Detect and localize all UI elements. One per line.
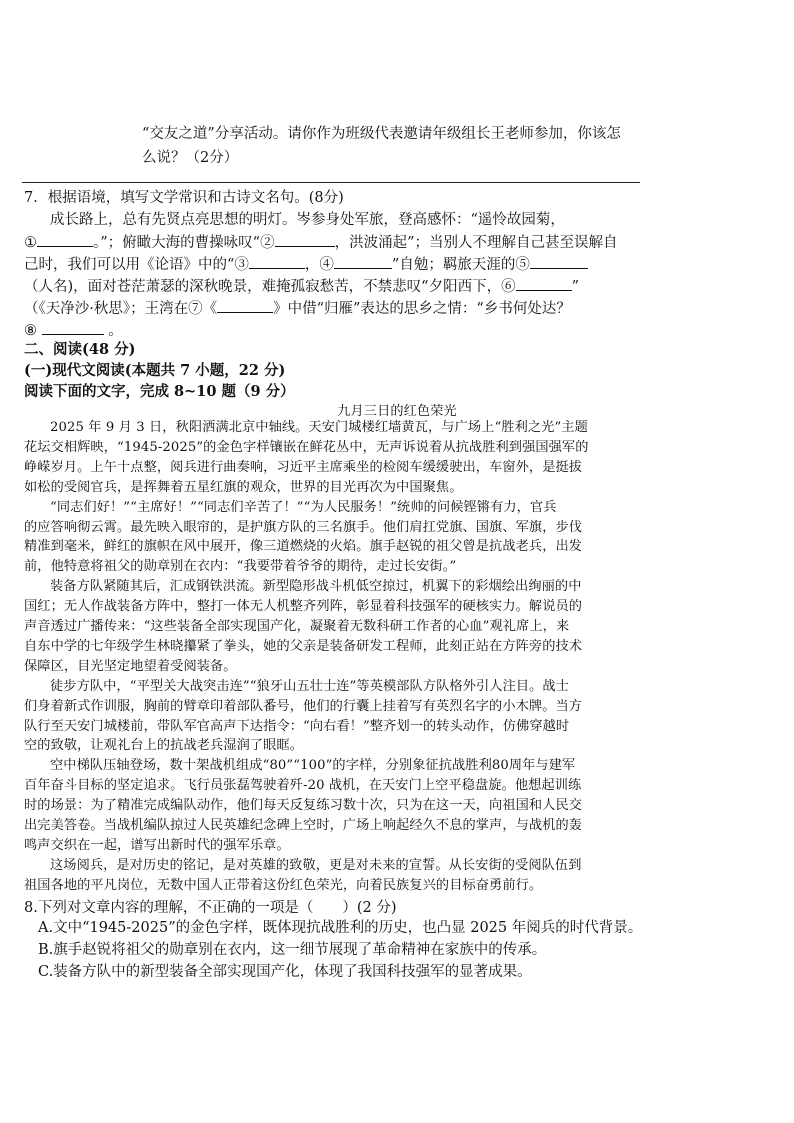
blank-3[interactable] bbox=[249, 254, 305, 269]
q7-text-2b: 。”；俯瞰大海的曹操咏叹“② bbox=[93, 235, 275, 251]
q7-text-3b: ，④ bbox=[304, 257, 334, 273]
essay-title: 九月三日的红色荣光 bbox=[337, 404, 457, 419]
blank-8[interactable] bbox=[42, 320, 104, 335]
q8-option-a[interactable]: A.文中“1945-2025”的金色字样，既体现抗战胜利的历史，也凸显 2025 年阅兵的时代背景。 bbox=[38, 920, 643, 936]
essay-line: 国红；无人作战装备方阵中，整打一体无人机整齐列阵，彰显着科技强军的硬核实力。解说员的 bbox=[24, 599, 583, 615]
essay-line: 空的致敬，让观礼台上的抗战老兵湿润了眼眶。 bbox=[24, 738, 304, 754]
q7-line-1: 成长路上，总有先贤点亮思想的明灯。岑参身处军旅，登高感怀：“遥怜故园菊， bbox=[50, 212, 565, 228]
q7-line-2 bbox=[24, 232, 618, 253]
q7-text-5a: （《天净沙·秋思》；王湾在⑦《 bbox=[24, 301, 218, 317]
q7-marker-8: ⑧ bbox=[24, 323, 37, 339]
q8-option-c[interactable]: C.装备方队中的新型装备全部实现国产化，体现了我国科技强军的显著成果。 bbox=[38, 964, 532, 980]
essay-line: 2025 年 9 月 3 日，秋阳洒满北京中轴线。天安门城楼红墙黄瓦，与广场上“胜利之光”主题 bbox=[50, 420, 588, 435]
essay-line: 的应答响彻云霄。最先映入眼帘的，是护旗方队的三名旗手。他们肩扛党旗、国旗、军旗，步伐 bbox=[24, 519, 583, 535]
q8-stem: 8.下列对文章内容的理解，不正确的一项是（ ）(2 分) bbox=[24, 900, 397, 916]
blank-6[interactable] bbox=[516, 276, 572, 291]
essay-line: 峥嵘岁月。上午十点整，阅兵进行曲奏响，习近平主席乘坐的检阅车缓缓驶出，车窗外，是挺拔 bbox=[24, 459, 583, 475]
q7-line-4 bbox=[24, 276, 579, 297]
essay-line: 这场阅兵，是对历史的铭记，是对英雄的致敬，更是对未来的宣誓。从长安街的受阅队伍到 bbox=[50, 857, 582, 873]
q7-stem: 7．根据语境，填写文学常识和古诗文名句。(8分) bbox=[24, 190, 344, 206]
blank-1[interactable] bbox=[37, 232, 93, 247]
essay-line: 前，他特意将祖父的勋章别在衣内：“我要带着爷爷的期待，走过长安街。” bbox=[24, 559, 457, 575]
essay-line: 空中梯队压轴登场，数十架战机组成“80”“100”的字样，分别象征抗战胜利80周年与建军 bbox=[50, 758, 576, 774]
q7-text-5b: 》中借“归雁”表达的思乡之情：“乡书何处达？ bbox=[273, 301, 571, 317]
q7-text-4a: （人名)，面对苍茫萧瑟的深秋晚景，难掩孤寂愁苦，不禁悲叹“夕阳西下，⑥ bbox=[24, 279, 516, 295]
essay-line: 花坛交相辉映，“1945-2025”的金色字样镶嵌在鲜花丛中，无声诉说着从抗战胜利到强国强军的 bbox=[24, 439, 589, 455]
essay-line: 祖国各地的平凡岗位，无数中国人正带着这份红色荣光，向着民族复兴的目标奋勇前行。 bbox=[24, 877, 543, 893]
essay-line: 自东中学的七年级学生林晓攥紧了拳头，她的父亲是装备研发工程师，此刻正站在方阵旁的技术 bbox=[24, 638, 583, 654]
essay-line: “同志们好！”“主席好！”“同志们辛苦了！”“为人民服务！”统帅的问候铿锵有力，官兵 bbox=[50, 499, 557, 515]
essay-line: 精准到毫米，鲜红的旗帜在风中展开，像三道燃烧的火焰。旗手赵锐的祖父曾是抗战老兵，出发 bbox=[24, 539, 583, 555]
section-title: 二、阅读(48 分) bbox=[24, 341, 136, 358]
q7-line-3 bbox=[24, 254, 588, 275]
q7-text-2c: ，洪波涌起”；当别人不理解自己甚至误解自 bbox=[334, 235, 618, 251]
q7-text-4b: ” bbox=[571, 279, 579, 295]
blank-2[interactable] bbox=[275, 232, 335, 247]
essay-line: 保障区，目光坚定地望着受阅装备。 bbox=[24, 658, 237, 674]
essay-line: 出完美答卷。当战机编队掠过人民英雄纪念碑上空时，广场上响起经久不息的掌声，与战机的轰 bbox=[24, 818, 583, 833]
q7-text-3a: 己时，我们可以用《论语》中的“③ bbox=[24, 257, 249, 273]
essay-line: 装备方队紧随其后，汇成钢铁洪流。新型隐形战斗机低空掠过，机翼下的彩烟绘出绚丽的中 bbox=[50, 579, 582, 595]
q7-line-5 bbox=[24, 298, 571, 319]
essay-line: 百年奋斗目标的坚定追求。飞行员张磊驾驶着歼-20 战机，在天安门上空平稳盘旋。他想起训练 bbox=[24, 778, 582, 794]
q8-option-b[interactable]: B.旗手赵锐将祖父的勋章别在衣内，这一细节展现了革命精神在家族中的传承。 bbox=[38, 942, 547, 958]
essay-line: 队行至天安门城楼前，带队军官高声下达指令：“向右看！”整齐划一的转头动作，仿佛穿越时 bbox=[24, 718, 570, 734]
q7-text-3c: ”自勉；羁旅天涯的⑤ bbox=[391, 257, 530, 273]
essay-line: 时的场景：为了精准完成编队动作，他们每天反复练习数十次，只为在这一天，向祖国和人民交 bbox=[24, 798, 583, 814]
essay-line: 们身着新式作训服，胸前的臂章印着部队番号，他们的行囊上挂着写有英烈名字的小木牌。当方 bbox=[24, 698, 583, 714]
essay-line: 徒步方队中，“平型关大战突击连”“狼牙山五壮士连”等英模部队方队格外引人注目。战士 bbox=[50, 678, 570, 694]
q7-text-6b: 。 bbox=[108, 323, 123, 339]
q6-line-1: “交友之道”分享活动。请你作为班级代表邀请年级组长王老师参加，你该怎 bbox=[142, 126, 621, 142]
answer-line bbox=[22, 182, 640, 183]
q6-line-2: 么说？（2分） bbox=[142, 150, 239, 166]
blank-4[interactable] bbox=[334, 254, 392, 269]
blank-7[interactable] bbox=[217, 298, 273, 313]
blank-5[interactable] bbox=[530, 254, 588, 269]
essay-line: 鸣声交织在一起，谱写出新时代的强军乐章。 bbox=[24, 837, 290, 853]
essay-line: 声音透过广播传来：“这些装备全部实现国产化，凝聚着无数科研工作者的心血”观礼席上，来 bbox=[24, 619, 570, 634]
essay-line: 如松的受阅官兵，是挥舞着五星红旗的观众，世界的目光再次为中国聚焦。 bbox=[24, 479, 463, 495]
q7-marker-1: ① bbox=[24, 235, 37, 251]
section-subtitle: (一)现代文阅读(本题共 7 小题，22 分) bbox=[24, 362, 286, 379]
section-task: 阅读下面的文字，完成 8~10 题（9 分） bbox=[24, 383, 295, 400]
q7-line-6 bbox=[24, 320, 123, 341]
